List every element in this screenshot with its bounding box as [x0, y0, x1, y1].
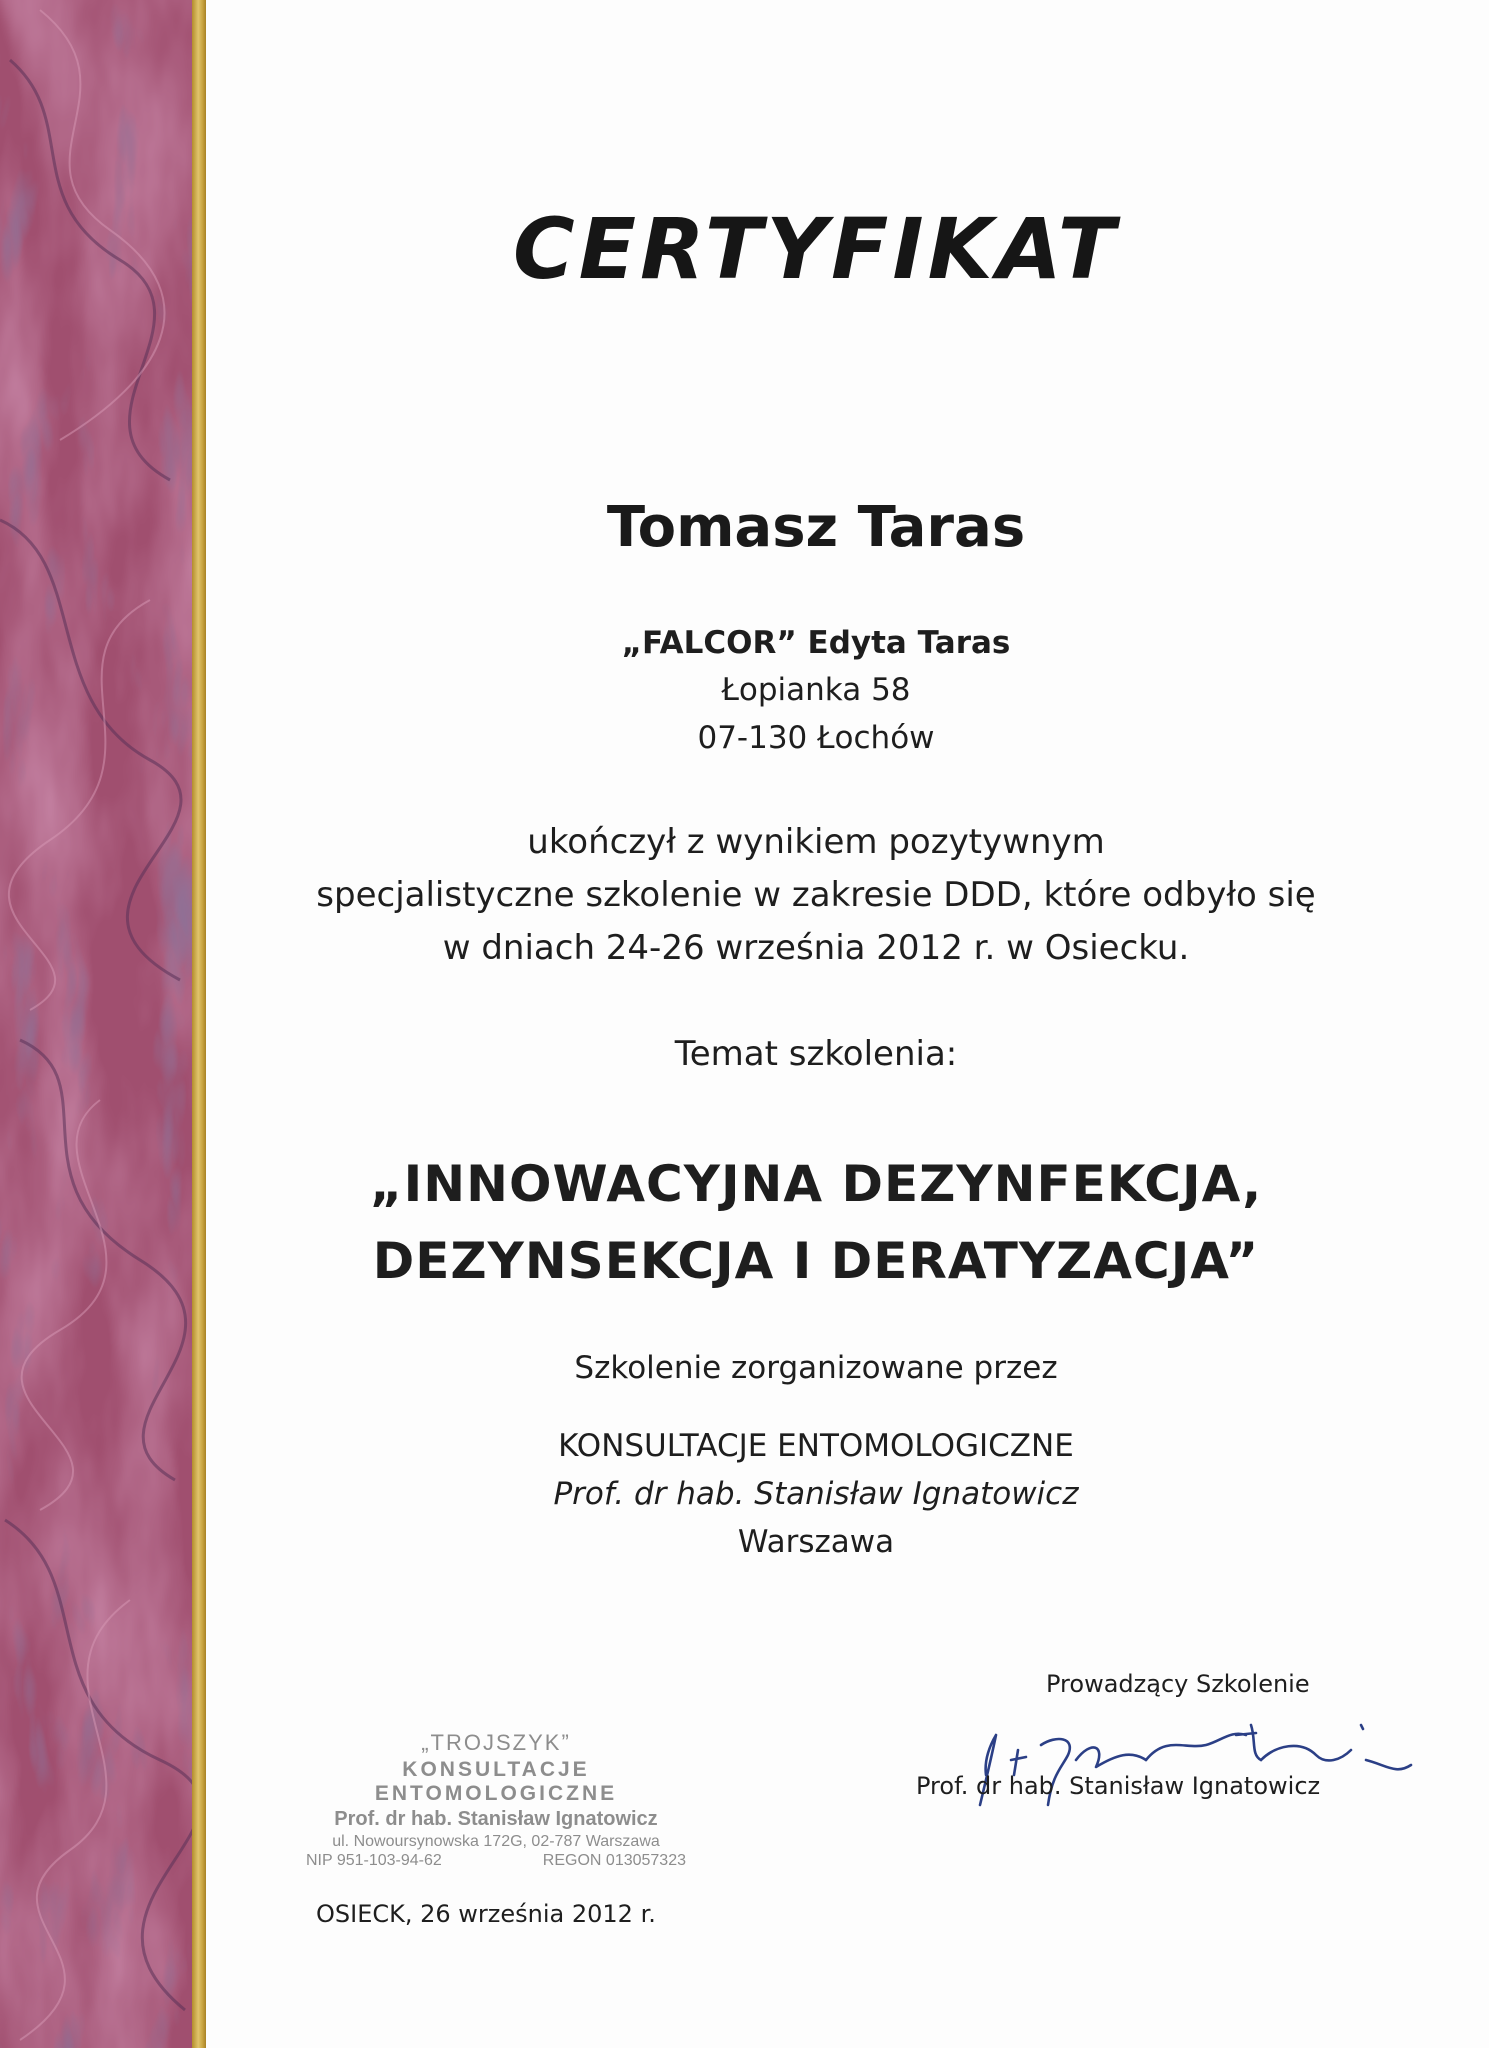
- stamp-line-3: Prof. dr hab. Stanisław Ignatowicz: [334, 1808, 658, 1830]
- organizer-name: KONSULTACJE ENTOMOLOGICZNE: [558, 1428, 1074, 1464]
- recipient-name: Tomasz Taras: [606, 495, 1026, 560]
- organizer-person: Prof. dr hab. Stanisław Ignatowicz: [553, 1476, 1079, 1512]
- body-text-line-1: ukończył z wynikiem pozytywnym: [527, 822, 1105, 862]
- certificate-content: [206, 0, 1489, 2048]
- handwritten-signature: [956, 1705, 1489, 1825]
- topic-title-line-1: „INNOWACYJNA DEZYNFEKCJA,: [369, 1155, 1263, 1213]
- stamp-nip: NIP 951-103-94-62: [306, 1852, 442, 1869]
- organizer-label: Szkolenie zorganizowane przez: [574, 1350, 1058, 1386]
- gold-border-strip: [192, 0, 206, 2048]
- signer-name: Prof. dr hab. Stanisław Ignatowicz: [916, 1772, 1321, 1800]
- body-text-line-2: specjalistyczne szkolenie w zakresie DDD, które odbyło się: [316, 875, 1316, 915]
- signer-label: Prowadzący Szkolenie: [1046, 1670, 1310, 1698]
- stamp-regon: REGON 013057323: [542, 1852, 686, 1869]
- marbled-border: [0, 0, 192, 2048]
- recipient-address-city: 07-130 Łochów: [697, 720, 935, 756]
- stamp-line-2: KONSULTACJE ENTOMOLOGICZNE: [374, 1758, 618, 1805]
- recipient-address-street: Łopianka 58: [721, 672, 911, 708]
- organizer-stamp: [306, 1730, 686, 1870]
- recipient-company: „FALCOR” Edyta Taras: [621, 625, 1011, 661]
- stamp-line-5: [306, 1852, 686, 1870]
- stamp-line-4: ul. Nowoursynowska 172G, 02-787 Warszawa: [332, 1833, 660, 1850]
- topic-title-line-2: DEZYNSEKCJA I DERATYZACJA”: [372, 1232, 1260, 1290]
- topic-label: Temat szkolenia:: [674, 1034, 958, 1074]
- body-text-line-3: w dniach 24-26 września 2012 r. w Osiecku.: [442, 928, 1190, 968]
- stamp-line-1: „TROJSZYK”: [421, 1730, 571, 1755]
- place-and-date: OSIECK, 26 września 2012 r.: [316, 1900, 656, 1928]
- organizer-city: Warszawa: [737, 1524, 895, 1560]
- certificate-title: CERTYFIKAT: [512, 200, 1120, 298]
